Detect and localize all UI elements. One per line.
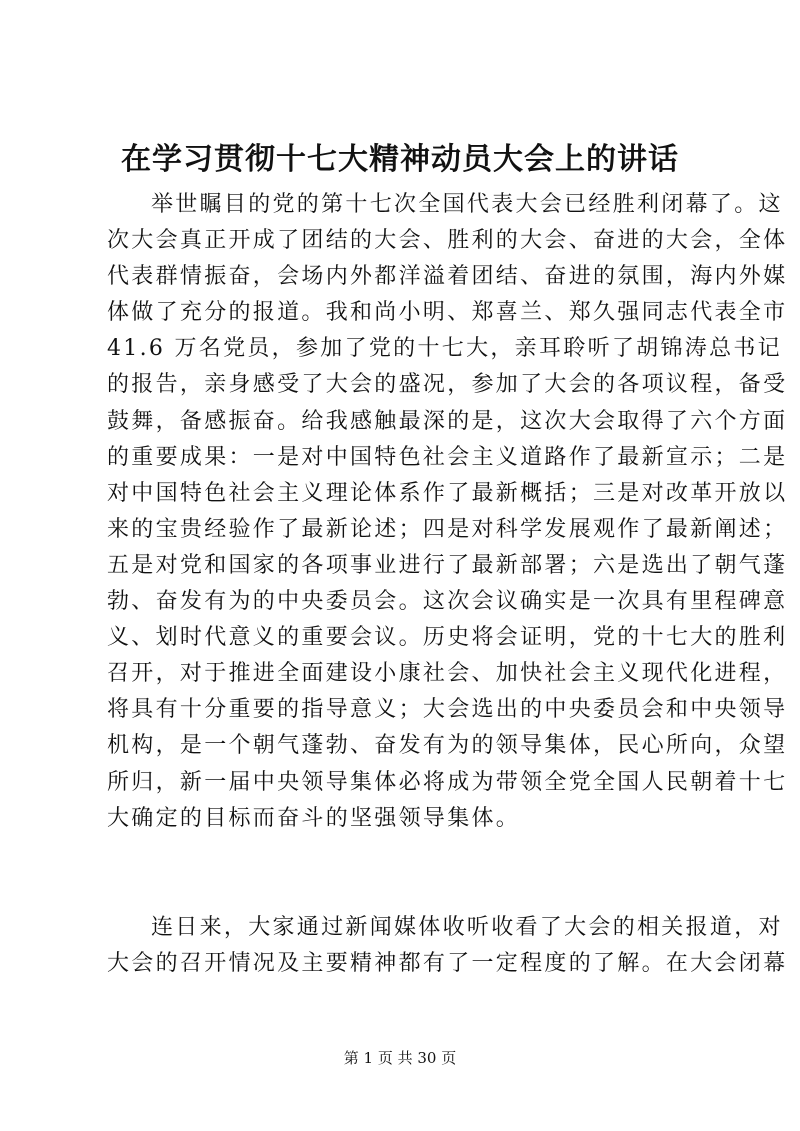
paragraph-line: 体做了充分的报道。我和尚小明、郑喜兰、郑久强同志代表全市: [107, 300, 788, 326]
paragraph-line: 连日来，大家通过新闻媒体收听收看了大会的相关报道，对: [151, 915, 783, 940]
paragraph-line: 所归，新一届中央领导集体必将成为带领全党全国人民朝着十七: [107, 769, 788, 795]
paragraph-line: 大会的召开情况及主要精神都有了一定程度的了解。在大会闭幕: [107, 951, 788, 977]
paragraph-2: [107, 910, 787, 982]
paragraph-line: 五是对党和国家的各项事业进行了最新部署；六是选出了朝气蓬: [107, 552, 788, 578]
paragraph-line: 举世瞩目的党的第十七次全国代表大会已经胜利闭幕了。这: [151, 192, 783, 217]
paragraph-line: 来的宝贵经验作了最新论述；四是对科学发展观作了最新阐述；: [107, 516, 788, 542]
paragraph-line: 义、划时代意义的重要会议。历史将会证明，党的十七大的胜利: [107, 625, 788, 651]
document-title: 在学习贯彻十七大精神动员大会上的讲话: [121, 142, 679, 177]
paragraph-line: 的重要成果：一是对中国特色社会主义道路作了最新宣示；二是: [107, 444, 788, 470]
paragraph-1: [107, 187, 787, 837]
paragraph-line: 的报告，亲身感受了大会的盛况，参加了大会的各项议程，备受: [107, 372, 788, 398]
paragraph-line: 将具有十分重要的指导意义；大会选出的中央委员会和中央领导: [107, 697, 788, 723]
paragraph-line: 对中国特色社会主义理论体系作了最新概括；三是对改革开放以: [107, 480, 788, 506]
paragraph-line: 41.6 万名党员，参加了党的十七大，亲耳聆听了胡锦涛总书记: [107, 336, 782, 362]
paragraph-line: 大确定的目标而奋斗的坚强领导集体。: [107, 805, 521, 831]
paragraph-line: 召开，对于推进全面建设小康社会、加快社会主义现代化进程，: [107, 661, 788, 687]
paragraph-line: 勃、奋发有为的中央委员会。这次会议确实是一次具有里程碑意: [107, 589, 788, 615]
paragraph-line: 机构，是一个朝气蓬勃、奋发有为的领导集体，民心所向，众望: [107, 733, 788, 759]
paragraph-line: 鼓舞，备感振奋。给我感触最深的是，这次大会取得了六个方面: [107, 408, 788, 434]
paragraph-line: 次大会真正开成了团结的大会、胜利的大会、奋进的大会，全体: [107, 228, 788, 254]
paragraph-line: 代表群情振奋，会场内外都洋溢着团结、奋进的氛围，海内外媒: [107, 264, 788, 290]
page-footer: 第 1 页 共 30 页: [343, 1049, 457, 1067]
